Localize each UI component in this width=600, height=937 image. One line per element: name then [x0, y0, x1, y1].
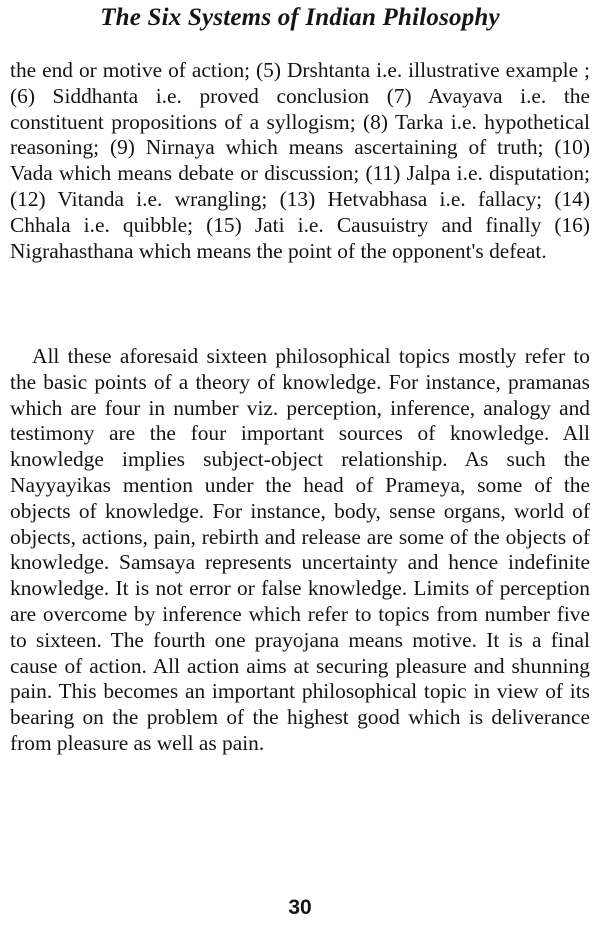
- body-paragraph-1-container: [10, 58, 590, 264]
- body-paragraph-2-container: [10, 344, 590, 757]
- body-paragraph-1: the end or motive of action; (5) Drshtanta i.e. illustrative example ; (6) Siddhanta i.e. proved conclusion (7) Avayava i.e. the constituent propositions of a syllogism; (8) Tarka i.e. hypothetical reasoning; (9) Nirnaya which means ascertaining of truth; (10) Vada which means debate or discussion; (11) Jalpa i.e. disputation; (12) Vitanda i.e. wrangling; (13) Hetvabhasa i.e. fallacy; (14) Chhala i.e. quibble; (15) Jati i.e. Causuistry and finally (16) Nigrahasthana which means the point of the opponent's defeat.: [10, 58, 590, 263]
- page-number: 30: [288, 896, 312, 919]
- body-paragraph-2: All these aforesaid sixteen philosophical topics mostly refer to the basic points of a theory of knowledge. For instance, pramanas which are four in number viz. perception, inference, analogy and testimony are the four important sources of knowledge. All knowledge implies subject-object relationship. As such the Nayyayikas mention under the head of Prameya, some of the objects of knowledge. For instance, body, sense organs, world of objects, actions, pain, rebirth and release are some of the objects of knowledge. Samsaya represents uncertainty and hence indefinite knowledge. It is not error or false knowledge. Limits of perception are overcome by inference which refer to topics from number five to sixteen. The fourth one prayojana means motive. It is a final cause of action. All action aims at securing pleasure and shunning pain. This becomes an important philosophical topic in view of its bearing on the problem of the highest good which is deliverance from pleasure as well as pain.: [10, 344, 590, 755]
- running-title: The Six Systems of Indian Philosophy: [100, 4, 500, 31]
